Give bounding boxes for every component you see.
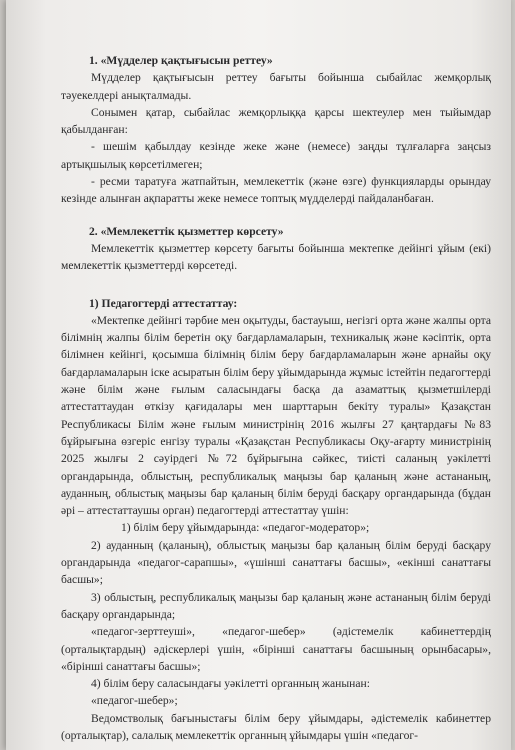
document-page [6, 0, 511, 750]
section2-paragraph-1: Мемлекеттік қызметтер көрсету бағыты бойынша мектепке дейінгі ұйым (екі) мемлекеттік қызметтерді көрсетеді. [61, 241, 491, 273]
section1-bullet-2: - ресми таратуға жатпайтын, мемлекеттік (және өзге) функцияларды орындау кезінде алынған ақпаратты жеке немесе топтық мүдделерді пайдаланбаған. [61, 175, 491, 206]
list-item-2: 2) ауданның (қаланың), облыстық маңызы бар қаланың білім беруді басқару органдарында «педагог-сарапшы», «үшінші санаттағы басшы», «екінші санаттағы басшы»; [61, 538, 491, 587]
section2-heading: 2. «Мемлекеттік қызметтер көрсету» [89, 224, 284, 238]
final-paragraph: Ведомстволық бағыныстағы білім беру ұйымдары, әдістемелік кабинеттер (орталықтар), салалық мемлекеттік органның ұйымдары үшін «педагог- [61, 711, 491, 742]
list-item-3-detail: «педагог-зерттеуші», «педагог-шебер» (әдістемелік кабинеттердің (орталықтардың) әдіскерлері үшін, «бірінші санаттағы басшының орынбасары», «бірінші санаттағы басшы»; [61, 625, 491, 673]
section1-bullet-1: - шешім қабылдау кезінде жеке және (немесе) заңды тұлғаларға заңсыз артықшылық көрсетілмеген; [61, 140, 491, 171]
list-item-1: 1) білім беру ұйымдарында: «педагог-модератор»; [121, 521, 370, 535]
section2-paragraph-2: «Мектепке дейінгі тәрбие мен оқытуды, бастауыш, негізгі орта және жалпы орта білімнің жалпы білім беретін оқу бағдарламаларын, техникалық және кәсіптік, орта білімнен кейінгі, қосымша білімнің білім беру бағдарламаларын және арнайы оқу бағдарламаларын іске асыратын білім беру ұйымдарында жұмыс істейтін педагогтерді және білім және ғылым саласындағы басқа да азаматтық қызметшілерді аттестаттаудан өткізу қағидалары мен шарттарын бекіту туралы» Қазақстан Республикасы Білім және ғылым министрінің 2016 жылғы 27 қаңтардағы №83 бұйрығына өзгеріс енгізу туралы «Қазақстан Республикасы Оқу-ағарту министрінің 2025 жылғы 2 сәуірдегі №72 бұйрығына сәйкес, тиісті саланың уәкілетті органдарында, облыстың, республикалық маңызы бар қаланың және астананың, ауданның, облыстық маңызы бар қаланың білім беруді басқару органдарында (бұдан әрі – аттестаттаушы орган) педагогтерді аттестаттау үшін: [61, 313, 491, 518]
spacer [61, 208, 491, 223]
section1-paragraph-2: Сонымен қатар, сыбайлас жемқорлыққа қарсы шектеулер мен тыйымдар қабылданған: [61, 105, 491, 137]
list-item-3: 3) облыстың, республикалық маңызы бар қаланың және астананың білім беруді басқару органдарында; [61, 590, 491, 621]
spacer [61, 275, 491, 295]
section1-heading: 1. «Мүдделер қақтығысын реттеу» [89, 54, 273, 67]
document-body [61, 52, 491, 744]
section1-paragraph-1: Мүдделер қақтығысын реттеу бағыты бойынша сыбайлас жемқорлық тәуекелдері анықталмады. [61, 71, 491, 102]
list-item-4: 4) білім беру саласындағы уәкілетті органның жанынан: [91, 677, 370, 691]
list-item-4-detail: «педагог-шебер»; [91, 694, 178, 708]
subsection-heading: 1) Педагогтерді аттестаттау: [89, 296, 238, 310]
